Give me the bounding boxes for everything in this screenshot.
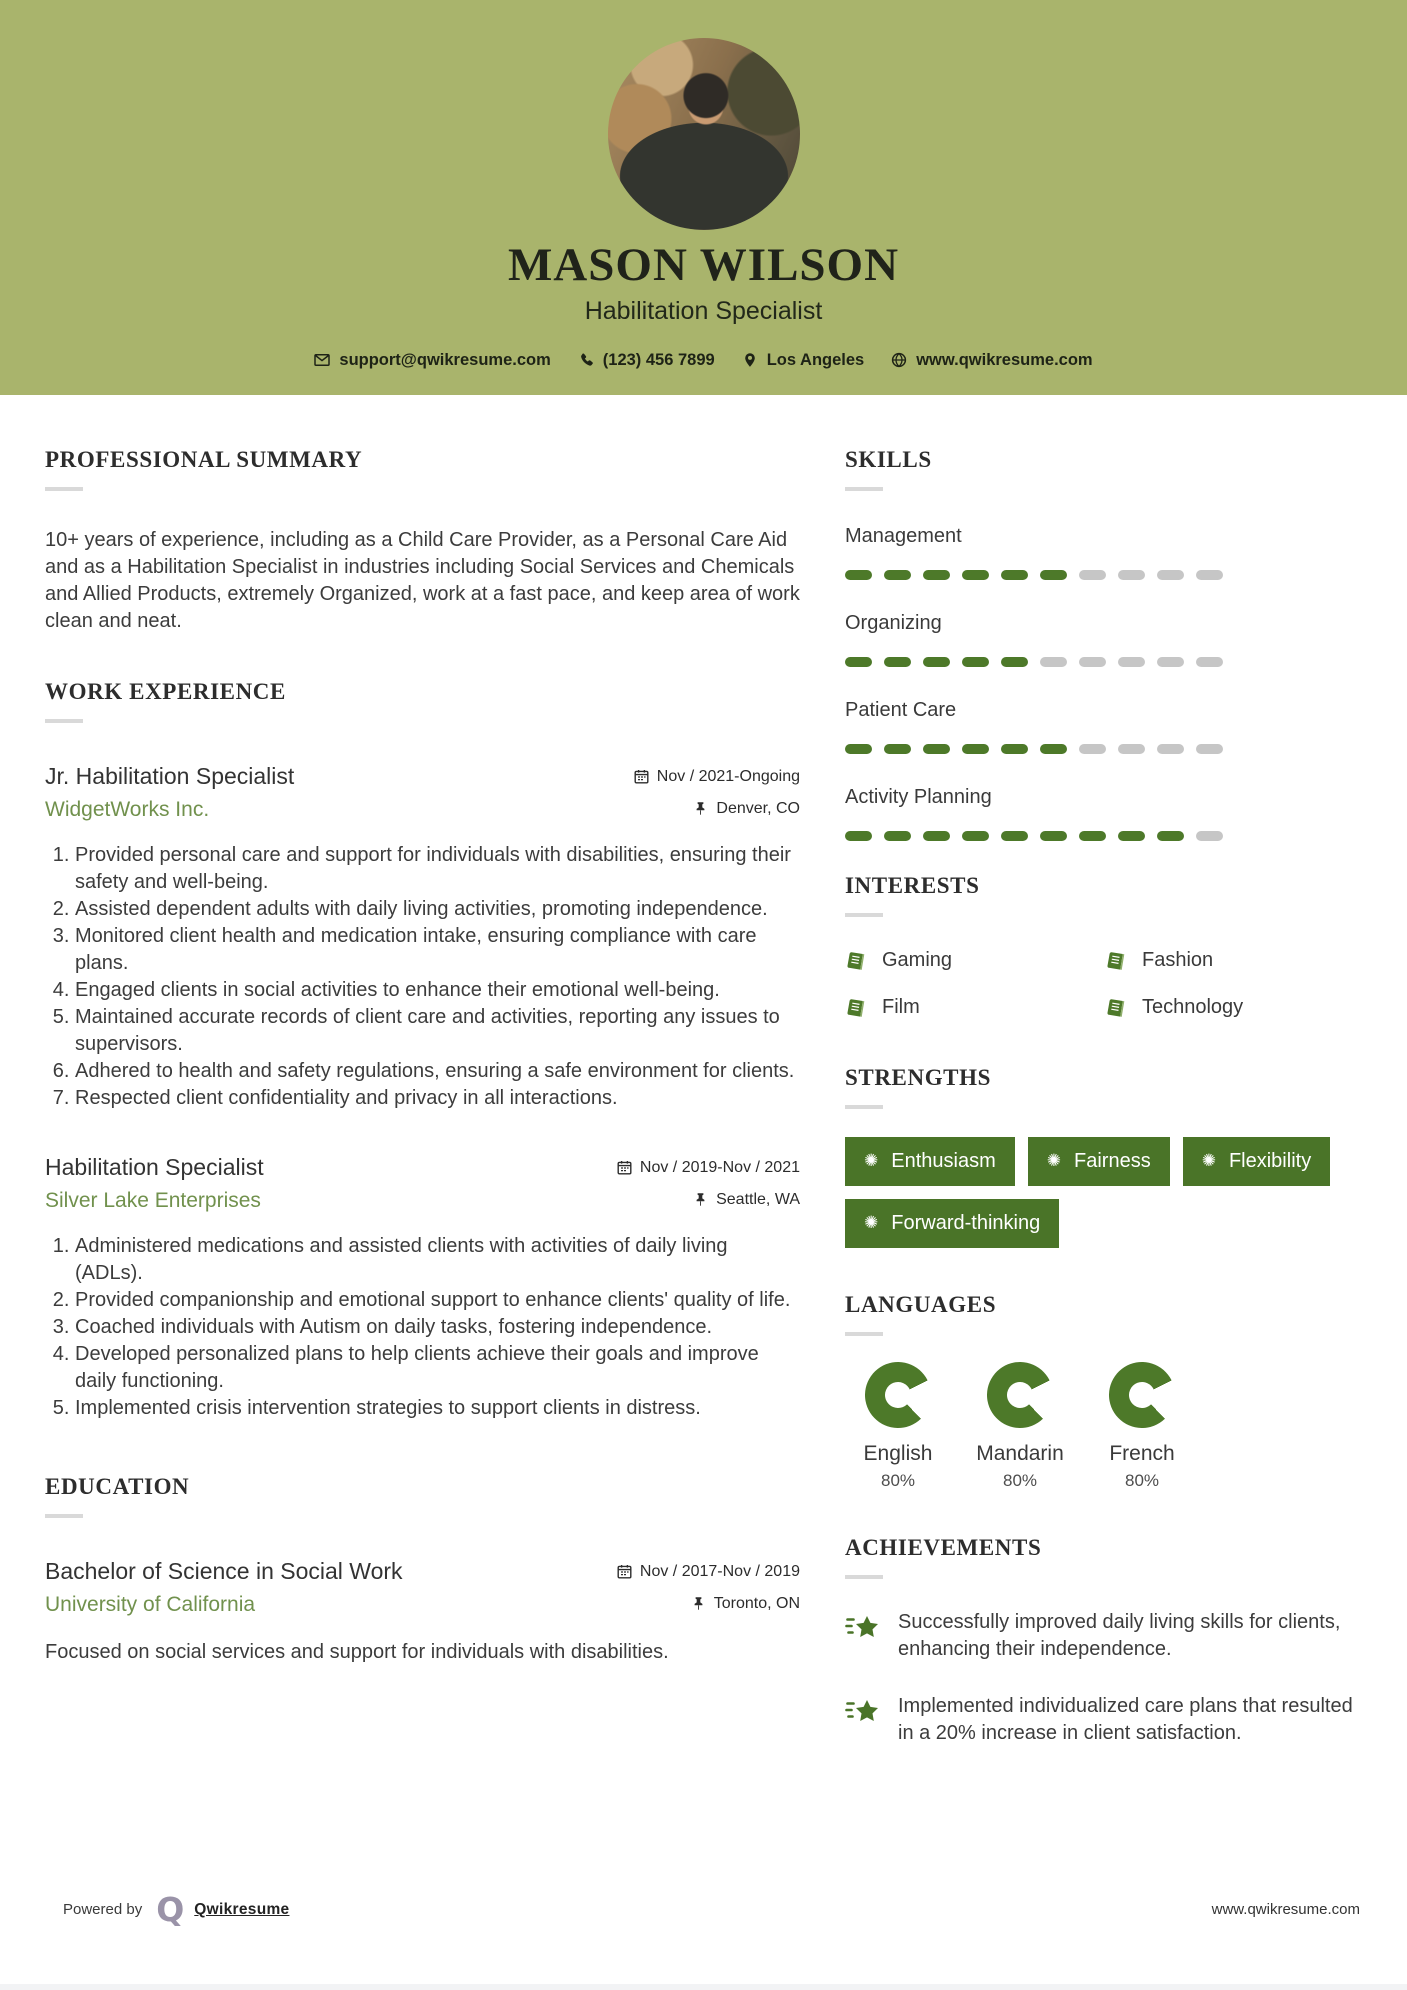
contact-email[interactable] (314, 351, 550, 370)
contact-location-text: Los Angeles (766, 350, 865, 369)
section-rule (45, 487, 83, 491)
language-donut (973, 1348, 1066, 1441)
language-name: Mandarin (976, 1442, 1064, 1465)
achievements-list (845, 1609, 1365, 1747)
skill-pill-filled (884, 570, 911, 580)
skill-pill-empty (1079, 657, 1106, 667)
languages-list (845, 1362, 1365, 1491)
starburst-icon: ✺ (864, 1151, 879, 1171)
contact-email-text: support@qwikresume.com (339, 350, 551, 369)
skill-pill-empty (1157, 657, 1184, 667)
right-column (845, 447, 1365, 1747)
duty-item: 1. Provided personal care and support for individuals with disabilities, ensuring their safety and well-being. (75, 842, 800, 896)
skill-name: Management (845, 525, 962, 547)
skill-pill-filled (845, 657, 872, 667)
pushpin-icon (693, 801, 708, 816)
job-location (693, 800, 800, 818)
job-location (693, 1191, 800, 1209)
section-skills (845, 447, 1365, 841)
skill-pill-empty (1118, 744, 1145, 754)
section-rule (845, 1575, 883, 1579)
section-rule (45, 1514, 83, 1518)
interest-label: Technology (1142, 996, 1244, 1018)
skill-item (845, 612, 1365, 667)
section-heading: SKILLS (845, 447, 932, 472)
skill-pill-filled (962, 831, 989, 841)
shooting-star-icon (845, 1695, 881, 1729)
skill-pill-empty (1196, 744, 1223, 754)
strength-badge (845, 1137, 1015, 1186)
skills-list (845, 525, 1365, 841)
skill-pill-filled (845, 570, 872, 580)
starburst-icon: ✺ (864, 1213, 879, 1233)
skill-pill-filled (962, 744, 989, 754)
education-date-text: Nov / 2017-Nov / 2019 (639, 1562, 800, 1580)
section-heading: EDUCATION (45, 1474, 190, 1499)
job-date-text: Nov / 2019-Nov / 2021 (639, 1158, 800, 1176)
education-date (617, 1563, 800, 1581)
strength-label: Forward-thinking (891, 1212, 1041, 1234)
skill-pill-empty (1079, 570, 1106, 580)
duty-item: 1. Administered medications and assisted clients with activities of daily living (ADLs). (75, 1233, 800, 1287)
skill-pill-filled (923, 570, 950, 580)
qwikresume-link[interactable]: Qwikresume (194, 1900, 290, 1918)
skill-pill-filled (923, 831, 950, 841)
interest-item (845, 949, 1105, 972)
skill-pill-filled (962, 657, 989, 667)
section-rule (845, 913, 883, 917)
person-name: MASON WILSON (507, 239, 900, 291)
skill-pill-filled (884, 657, 911, 667)
interest-label: Fashion (1142, 949, 1214, 971)
language-percent: 80% (880, 1471, 916, 1490)
contact-location (742, 351, 865, 370)
left-column (45, 447, 800, 1747)
skill-name: Patient Care (845, 699, 957, 721)
job-title: Habilitation Specialist (45, 1154, 264, 1180)
section-heading: PROFESSIONAL SUMMARY (45, 447, 363, 472)
globe-icon (891, 352, 907, 368)
skill-pill-filled (1001, 570, 1028, 580)
job-duties (45, 842, 800, 1112)
skill-pill-empty (1118, 570, 1145, 580)
email-icon (314, 352, 330, 368)
skill-pill-filled (923, 744, 950, 754)
job-date (634, 768, 800, 786)
calendar-icon (617, 1160, 632, 1175)
interest-label: Gaming (882, 949, 953, 971)
book-icon (845, 950, 867, 972)
job-date (617, 1159, 800, 1177)
language-name: English (863, 1442, 933, 1465)
skill-pill-empty (1196, 570, 1223, 580)
section-rule (845, 1105, 883, 1109)
section-heading: LANGUAGES (845, 1292, 997, 1317)
duty-item: 3. Monitored client health and medication intake, ensuring compliance with care plans. (75, 923, 800, 977)
qwikresume-logo: Q (156, 1890, 185, 1929)
skill-pill-filled (923, 657, 950, 667)
skill-pill-filled (962, 570, 989, 580)
duty-item: 5. Implemented crisis intervention strategies to support clients in distress. (75, 1395, 800, 1422)
language-percent: 80% (1124, 1471, 1160, 1490)
footer (63, 1890, 1360, 1929)
calendar-icon (617, 1564, 632, 1579)
header (0, 0, 1407, 395)
skill-pill-filled (884, 744, 911, 754)
skill-pill-filled (1040, 831, 1067, 841)
job-duties (45, 1233, 800, 1422)
language-percent: 80% (1002, 1471, 1038, 1490)
skill-item (845, 525, 1365, 580)
duty-item: 6. Adhered to health and safety regulations, ensuring a safe environment for clients. (75, 1058, 800, 1085)
language-item (1089, 1362, 1195, 1491)
jobs-list (45, 763, 800, 1422)
job-date-text: Nov / 2021-Ongoing (656, 767, 800, 785)
language-item (845, 1362, 951, 1491)
shooting-star-icon (845, 1611, 881, 1645)
strength-label: Enthusiasm (891, 1150, 996, 1172)
language-name: French (1109, 1442, 1175, 1465)
skill-bar (845, 744, 1365, 754)
skill-pill-filled (1118, 831, 1145, 841)
section-rule (845, 1332, 883, 1336)
location-pin-icon (742, 352, 758, 368)
pushpin-icon (693, 1192, 708, 1207)
job-location-text: Seattle, WA (716, 1190, 800, 1208)
skill-bar (845, 831, 1365, 841)
education-location (691, 1595, 800, 1613)
job-entry (45, 1154, 800, 1422)
job-company: Silver Lake Enterprises (45, 1189, 261, 1212)
section-professional-summary (45, 447, 800, 635)
duty-item: 2. Assisted dependent adults with daily living activities, promoting independence. (75, 896, 800, 923)
skill-bar (845, 657, 1365, 667)
strength-badge (845, 1199, 1059, 1248)
achievement-item (845, 1693, 1365, 1747)
skill-pill-filled (845, 744, 872, 754)
contact-website-text: www.qwikresume.com (916, 350, 1093, 369)
strengths-badges (845, 1137, 1365, 1248)
skill-item (845, 699, 1365, 754)
body (0, 395, 1407, 1747)
duty-item: 5. Maintained accurate records of client care and activities, reporting any issues to supervisors. (75, 1004, 800, 1058)
section-education (45, 1474, 800, 1666)
language-item (967, 1362, 1073, 1491)
book-icon (845, 997, 867, 1019)
degree-title: Bachelor of Science in Social Work (45, 1558, 403, 1584)
section-languages (845, 1292, 1365, 1491)
person-title: Habilitation Specialist (584, 296, 823, 325)
duty-item: 4. Engaged clients in social activities to enhance their emotional well-being. (75, 977, 800, 1004)
section-heading: STRENGTHS (845, 1065, 992, 1090)
duty-item: 3. Coached individuals with Autism on daily tasks, fostering independence. (75, 1314, 800, 1341)
skill-name: Organizing (845, 612, 942, 634)
book-icon (1105, 950, 1127, 972)
achievement-text: Successfully improved daily living skills for clients, enhancing their independence. (898, 1611, 1341, 1660)
strength-badge (1183, 1137, 1331, 1186)
contact-row (0, 351, 1407, 370)
section-rule (45, 719, 83, 723)
skill-pill-empty (1157, 570, 1184, 580)
duty-item: 2. Provided companionship and emotional support to enhance clients' quality of life. (75, 1287, 800, 1314)
page-edge (0, 1984, 1407, 1990)
interest-label: Film (882, 996, 920, 1018)
interests-grid (845, 949, 1365, 1019)
school-name: University of California (45, 1593, 256, 1616)
strength-label: Flexibility (1228, 1150, 1312, 1172)
phone-icon (578, 352, 594, 368)
achievement-text: Implemented individualized care plans that resulted in a 20% increase in client satisfaction. (898, 1695, 1353, 1744)
skill-pill-filled (1040, 744, 1067, 754)
strength-badge (1028, 1137, 1170, 1186)
profile-photo (608, 38, 800, 230)
education-entry (45, 1558, 800, 1666)
starburst-icon: ✺ (1201, 1151, 1216, 1171)
duty-item: 4. Developed personalized plans to help clients achieve their goals and improve daily functioning. (75, 1341, 800, 1395)
education-location-text: Toronto, ON (713, 1594, 800, 1612)
section-heading: INTERESTS (845, 873, 980, 898)
section-work-experience (45, 679, 800, 1422)
skill-name: Activity Planning (845, 786, 992, 808)
section-heading: ACHIEVEMENTS (845, 1535, 1042, 1560)
job-entry (45, 763, 800, 1112)
footer-website[interactable]: www.qwikresume.com (1211, 1901, 1360, 1918)
skill-pill-filled (1001, 744, 1028, 754)
skill-pill-empty (1079, 744, 1106, 754)
skill-pill-filled (1079, 831, 1106, 841)
language-donut (851, 1348, 944, 1441)
section-interests (845, 873, 1365, 1019)
calendar-icon (634, 769, 649, 784)
skill-bar (845, 570, 1365, 580)
section-heading: WORK EXPERIENCE (45, 679, 286, 704)
powered-by-label: Powered by (63, 1901, 143, 1918)
section-rule (845, 487, 883, 491)
duty-item: 7. Respected client confidentiality and privacy in all interactions. (75, 1085, 800, 1112)
skill-pill-filled (1157, 831, 1184, 841)
skill-pill-empty (1196, 831, 1223, 841)
skill-pill-empty (1118, 657, 1145, 667)
job-company: WidgetWorks Inc. (45, 798, 210, 821)
skill-pill-filled (884, 831, 911, 841)
skill-pill-filled (845, 831, 872, 841)
summary-text: 10+ years of experience, including as a Child Care Provider, as a Personal Care Aid and as a Habilitation Specialist in industries including Social Services and Chemicals and Allied Products, extremely Organized, work at a fast pace, and keep area of work clean and neat. (45, 529, 800, 632)
job-title: Jr. Habilitation Specialist (45, 763, 295, 789)
skill-pill-filled (1001, 831, 1028, 841)
interest-item (845, 996, 1105, 1019)
interest-item (1105, 996, 1365, 1019)
education-note: Focused on social services and support for individuals with disabilities. (45, 1641, 669, 1663)
starburst-icon: ✺ (1046, 1151, 1061, 1171)
language-donut (1095, 1348, 1188, 1441)
skill-pill-empty (1157, 744, 1184, 754)
skill-pill-empty (1040, 657, 1067, 667)
job-location-text: Denver, CO (716, 799, 800, 817)
skill-item (845, 786, 1365, 841)
interest-item (1105, 949, 1365, 972)
pushpin-icon (691, 1596, 706, 1611)
contact-phone[interactable] (578, 351, 715, 370)
section-achievements (845, 1535, 1365, 1747)
strength-label: Fairness (1074, 1150, 1151, 1172)
skill-pill-filled (1001, 657, 1028, 667)
skill-pill-filled (1040, 570, 1067, 580)
section-strengths (845, 1065, 1365, 1248)
achievement-item (845, 1609, 1365, 1663)
contact-website[interactable] (891, 351, 1092, 370)
skill-pill-empty (1196, 657, 1223, 667)
book-icon (1105, 997, 1127, 1019)
contact-phone-text: (123) 456 7899 (602, 350, 715, 369)
